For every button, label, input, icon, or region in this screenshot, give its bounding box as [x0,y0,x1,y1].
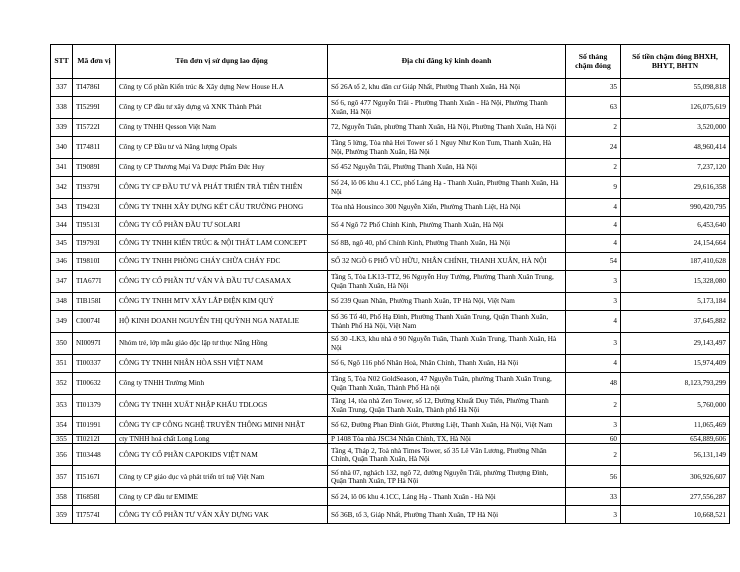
cell-months: 3 [566,333,621,355]
cell-code: TI03448 [73,444,116,466]
table-row [51,488,730,506]
cell-amount: 3,520,000 [621,119,730,137]
cell-name: CÔNG TY CỔ PHẦN CAPOKIDS VIỆT NAM [116,444,328,466]
cell-code: TIA677I [73,271,116,293]
cell-name: CÔNG TY TNHH KIẾN TRÚC & NỘI THẤT LAM CONCEPT [116,235,328,253]
cell-name: Công ty CP đầu tư EMIME [116,488,328,506]
cell-address: Số 24, lô 06 khu 4.1CC, Láng Hạ - Thanh Xuân - Hà Nội [328,488,566,506]
cell-address: Tầng 4, Tháp 2, Toà nhà Times Tower, số 35 Lê Văn Lương, Phường Nhân Chính, Quận Thanh Xuân, Hà Nội [328,444,566,466]
cell-name: CÔNG TY TNHH NHÂN HÒA SSH VIỆT NAM [116,355,328,373]
table-row [51,355,730,373]
cell-code: TI00632 [73,373,116,395]
cell-address: Tầng 14, tòa nhà Zen Tower, số 12, Đường Khuất Duy Tiến, Phường Thanh Xuân Trung, Quận Thanh Xuân, Thành phố Hà Nội [328,395,566,417]
cell-code: TI01991 [73,417,116,435]
cell-name: Công ty CP Thương Mại Và Dược Phẩm Đức Huy [116,159,328,177]
cell-code: TI0212I [73,435,116,444]
cell-months: 3 [566,417,621,435]
cell-code: TI5299I [73,97,116,119]
cell-address: Số 62, Đường Phan Đình Giót, Phương Liệt, Thanh Xuân, Hà Nội, Việt Nam [328,417,566,435]
cell-code: TI00337 [73,355,116,373]
cell-address: Tầng 5, Tòa LK13-TT2, 96 Nguyễn Huy Tưởng, Phường Thanh Xuân Trung, Quận Thanh Xuân, Hà Nội [328,271,566,293]
cell-months: 2 [566,444,621,466]
cell-code: TI6858I [73,488,116,506]
cell-amount: 6,453,640 [621,217,730,235]
cell-code: TIB158I [73,293,116,311]
table-row [51,373,730,395]
cell-code: TI7574I [73,506,116,524]
cell-address: P 1408 Tòa nhà JSC34 Nhân Chính, TX, Hà Nội [328,435,566,444]
header-address: Địa chỉ đăng ký kinh doanh [328,45,566,79]
cell-amount: 10,668,521 [621,506,730,524]
cell-name: CÔNG TY CỔ PHẦN ĐẦU TƯ SOLARI [116,217,328,235]
cell-address: Số 26A tổ 2, khu dân cư Giáp Nhất, Phường Thanh Xuân, Hà Nội [328,79,566,97]
cell-months: 4 [566,235,621,253]
cell-amount: 29,616,358 [621,177,730,199]
cell-months: 35 [566,79,621,97]
cell-months: 54 [566,253,621,271]
cell-stt: 341 [51,159,73,177]
cell-stt: 351 [51,355,73,373]
cell-code: TI9379I [73,177,116,199]
cell-name: CÔNG TY TNHH XÂY DỰNG KẾT CẤU TRƯỜNG PHONG [116,199,328,217]
table-row [51,444,730,466]
cell-stt: 356 [51,444,73,466]
cell-address: Số 6, Ngõ 116 phố Nhân Hoà, Nhân Chính, Thanh Xuân, Hà Nội [328,355,566,373]
cell-stt: 355 [51,435,73,444]
cell-code: TI5167I [73,466,116,488]
cell-amount: 37,645,882 [621,311,730,333]
cell-amount: 5,760,000 [621,395,730,417]
cell-name: CÔNG TY TNHH XUẤT NHẬP KHẨU TDLOGS [116,395,328,417]
cell-address: SỐ 32 NGÕ 6 PHỐ VŨ HỮU, NHÂN CHÍNH, THANH XUÂN, HÀ NỘI [328,253,566,271]
header-stt: STT [51,45,73,79]
cell-address: Tầng 5 lửng, Tòa nhà Hei Tower số 1 Nguy Như Kon Tum, Thanh Xuân, Hà Nội, Phường Thanh Xuân, Hà Nội [328,137,566,159]
debt-table [50,44,730,524]
cell-address: Số 4 Ngõ 72 Phố Chính Kinh, Phường Thanh Xuân, Hà Nội [328,217,566,235]
cell-code: TI01379 [73,395,116,417]
cell-amount: 15,974,409 [621,355,730,373]
cell-code: TI9793I [73,235,116,253]
cell-name: Công ty Cổ phần Kiến trúc & Xây dựng New House H.A [116,79,328,97]
cell-stt: 346 [51,253,73,271]
cell-amount: 15,328,080 [621,271,730,293]
header-row [51,45,730,79]
cell-amount: 48,960,414 [621,137,730,159]
cell-address: Số 8B, ngõ 40, phố Chính Kinh, Phường Thanh Xuân, Hà Nội [328,235,566,253]
table-row [51,417,730,435]
table-row [51,311,730,333]
cell-name: HỘ KINH DOANH NGUYỄN THỊ QUỲNH NGA NATALIE [116,311,328,333]
cell-address: Số 239 Quan Nhân, Phường Thanh Xuân, TP Hà Nội, Việt Nam [328,293,566,311]
cell-code: NI0097I [73,333,116,355]
cell-code: TI9810I [73,253,116,271]
table-row [51,466,730,488]
table-row [51,506,730,524]
cell-name: Công ty CP Đầu tư và Năng lượng Opals [116,137,328,159]
cell-address: Số 30 -LK3, khu nhà ở 90 Nguyễn Tuân, Thanh Xuân Trung, Thanh Xuân, Hà Nội [328,333,566,355]
cell-address: Số nhà 07, nghách 132, ngõ 72, đường Nguyễn Trãi, phường Thượng Đình, Quận Thanh Xuân, TP Hà Nội [328,466,566,488]
cell-address: 72, Nguyễn Tuân, phường Thanh Xuân, Hà Nội, Phường Thanh Xuân, Hà Nội [328,119,566,137]
cell-stt: 357 [51,466,73,488]
cell-name: cty TNHH hoá chất Long Long [116,435,328,444]
cell-name: Công ty TNHH Qesson Việt Nam [116,119,328,137]
header-code: Mã đơn vị [73,45,116,79]
cell-months: 63 [566,97,621,119]
table-row [51,217,730,235]
cell-code: TI5722I [73,119,116,137]
cell-stt: 354 [51,417,73,435]
cell-stt: 347 [51,271,73,293]
cell-address: Số 452 Nguyễn Trãi, Phường Thanh Xuân, Hà Nội [328,159,566,177]
cell-months: 3 [566,506,621,524]
cell-name: Công ty CP đầu tư xây dựng và XNK Thành Phát [116,97,328,119]
cell-code: TI9089I [73,159,116,177]
cell-amount: 24,154,664 [621,235,730,253]
table-row [51,159,730,177]
cell-stt: 339 [51,119,73,137]
cell-months: 2 [566,395,621,417]
cell-code: TI9423I [73,199,116,217]
cell-amount: 29,143,497 [621,333,730,355]
cell-months: 3 [566,293,621,311]
table-row [51,253,730,271]
cell-stt: 340 [51,137,73,159]
cell-stt: 352 [51,373,73,395]
cell-name: CÔNG TY TNHH MTV XÂY LẮP ĐIỆN KIM QUÝ [116,293,328,311]
cell-name: Công ty TNHH Trường Minh [116,373,328,395]
cell-name: CÔNG TY CP ĐẦU TƯ VÀ PHÁT TRIỂN TRÀ TIÊN THIÊN [116,177,328,199]
cell-amount: 990,420,795 [621,199,730,217]
cell-name: CÔNG TY TNHH PHÒNG CHÁY CHỮA CHÁY FDC [116,253,328,271]
cell-months: 60 [566,435,621,444]
cell-address: Tòa nhà Housinco 300 Nguyễn Xiển, Phường Thanh Liệt, Hà Nội [328,199,566,217]
table-row [51,293,730,311]
cell-months: 33 [566,488,621,506]
header-amount: Số tiền chậm đóng BHXH, BHYT, BHTN [621,45,730,79]
cell-code: TI4786I [73,79,116,97]
cell-stt: 359 [51,506,73,524]
cell-months: 9 [566,177,621,199]
table-row [51,137,730,159]
cell-months: 4 [566,217,621,235]
cell-amount: 126,075,619 [621,97,730,119]
cell-amount: 5,173,184 [621,293,730,311]
cell-stt: 349 [51,311,73,333]
cell-amount: 11,065,469 [621,417,730,435]
table-row [51,333,730,355]
cell-stt: 343 [51,199,73,217]
cell-amount: 56,131,149 [621,444,730,466]
cell-stt: 338 [51,97,73,119]
cell-amount: 654,889,606 [621,435,730,444]
cell-months: 4 [566,199,621,217]
cell-name: CÔNG TY CỔ PHẦN TƯ VẤN VÀ ĐẦU TƯ CASAMAX [116,271,328,293]
cell-months: 3 [566,271,621,293]
cell-address: Số 6, ngõ 477 Nguyễn Trãi - Phường Thanh Xuân - Hà Nội, Phường Thanh Xuân, Hà Nội [328,97,566,119]
cell-amount: 277,556,287 [621,488,730,506]
cell-code: TI7481I [73,137,116,159]
cell-months: 48 [566,373,621,395]
cell-months: 56 [566,466,621,488]
cell-amount: 306,926,607 [621,466,730,488]
cell-address: Số 36B, tổ 3, Giáp Nhất, Phường Thanh Xuân, TP Hà Nội [328,506,566,524]
cell-stt: 350 [51,333,73,355]
cell-code: CI0074I [73,311,116,333]
cell-months: 4 [566,355,621,373]
header-months: Số tháng chậm đóng [566,45,621,79]
table-row [51,79,730,97]
cell-name: CÔNG TY CP CÔNG NGHỆ TRUYỀN THÔNG MINH NHẬT [116,417,328,435]
header-name: Tên đơn vị sử dụng lao động [116,45,328,79]
table-row [51,119,730,137]
cell-stt: 358 [51,488,73,506]
cell-name: CÔNG TY CỔ PHẦN TƯ VẤN XÂY DỰNG VAK [116,506,328,524]
cell-stt: 345 [51,235,73,253]
cell-months: 2 [566,159,621,177]
cell-amount: 8,123,793,299 [621,373,730,395]
cell-stt: 342 [51,177,73,199]
table-row [51,177,730,199]
cell-address: Số 36 Tổ 40, Phố Hạ Đình, Phường Thanh Xuân Trung, Quận Thanh Xuân, Thành Phố Hà Nội, Việt Nam [328,311,566,333]
cell-stt: 344 [51,217,73,235]
table-row [51,435,730,444]
table-row [51,199,730,217]
cell-address: Số 24, lô 06 khu 4.1 CC, phố Láng Hạ - Thanh Xuân, Phường Thanh Xuân, Hà Nội [328,177,566,199]
cell-stt: 353 [51,395,73,417]
cell-months: 24 [566,137,621,159]
cell-address: Tầng 5, Tòa N02 GoldSeason, 47 Nguyễn Tuân, phường Thanh Xuân Trung, Quận Thanh Xuân, Thành Phố Hà nội [328,373,566,395]
table-row [51,235,730,253]
cell-stt: 348 [51,293,73,311]
cell-months: 2 [566,119,621,137]
cell-code: TI9513I [73,217,116,235]
cell-name: Công ty CP giáo dục và phát triển trí tuệ Việt Nam [116,466,328,488]
cell-months: 4 [566,311,621,333]
cell-amount: 187,410,628 [621,253,730,271]
cell-stt: 337 [51,79,73,97]
cell-amount: 55,098,818 [621,79,730,97]
cell-amount: 7,237,120 [621,159,730,177]
table-row [51,395,730,417]
table-row [51,97,730,119]
cell-name: Nhóm trẻ, lớp mẫu giáo độc lập tư thục Nắng Hồng [116,333,328,355]
table-row [51,271,730,293]
